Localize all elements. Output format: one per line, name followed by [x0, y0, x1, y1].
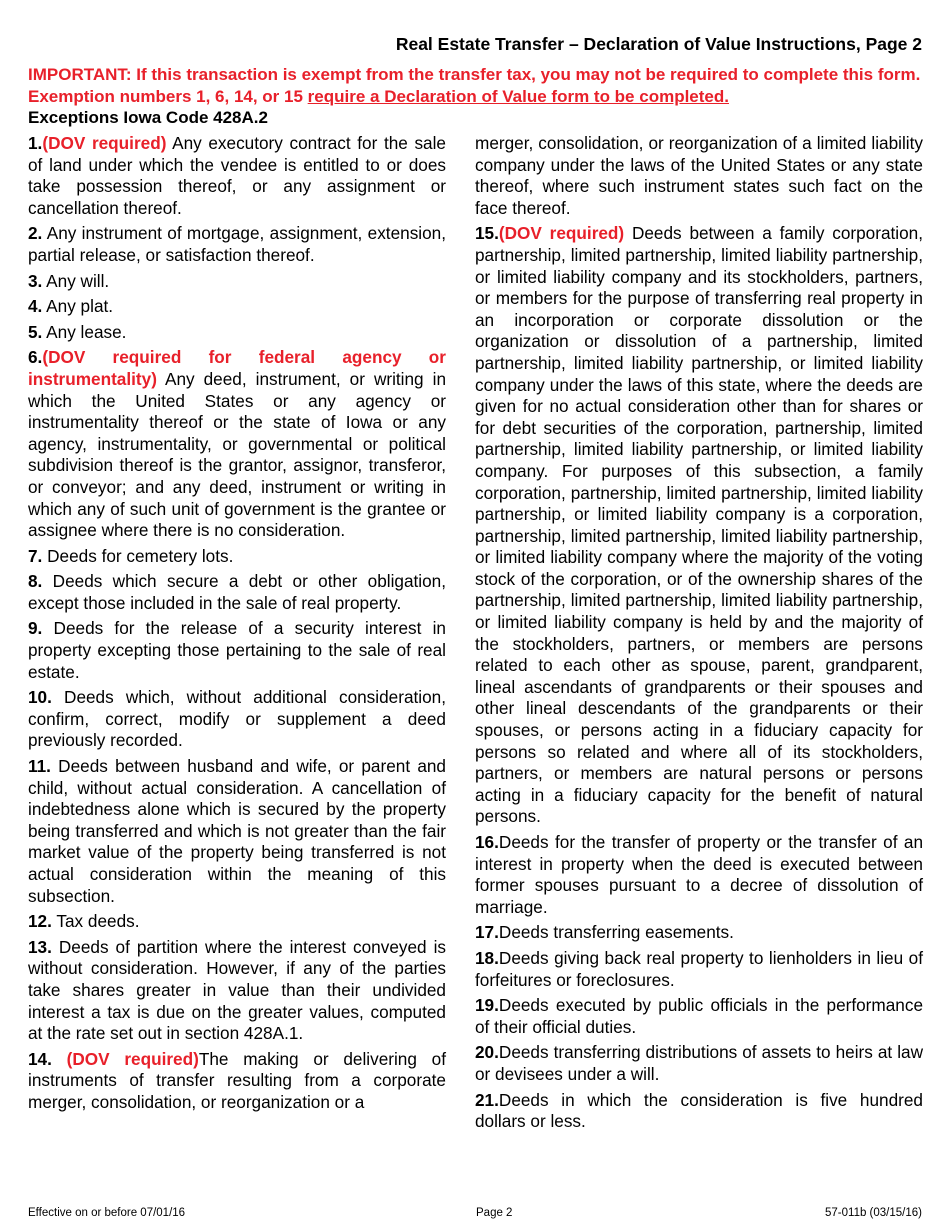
exception-text: Deeds of partition where the interest conveyed is without consideration. However, if any of the parties take shares greater in value than their undivided interest a tax is due on the greater values, computed at the rate set out in section 428A.1. [28, 936, 446, 1044]
dov-required-note: (DOV required) [51, 1048, 199, 1069]
exception-item [475, 1090, 923, 1133]
exception-text: Deeds executed by public officials in the performance of their official duties. [475, 995, 923, 1037]
exception-number: 11. [28, 756, 51, 777]
exception-number: 5. [28, 321, 43, 342]
exceptions-heading: Exceptions Iowa Code 428A.2 [28, 108, 268, 127]
form-number: 57-011b (03/15/16) [825, 1207, 922, 1219]
exception-item [475, 223, 923, 828]
exception-text: Deeds for cemetery lots. [42, 545, 234, 566]
exception-item [28, 223, 446, 266]
exception-text: Deeds between a family corporation, partnership, limited partnership, limited liability partnership, or limited liability company and its stockholders, partners, or members for the purpose of transferring real property in an incorporation or corporate dissolution or the organization or dissolution of a partnership, limited partnership, limited liability partnership, or limited liability company under the laws of this state, where the deeds are given for no actual consideration other than for shares or for debt securities of the corporation, partnership, limited partnership, limited liability partnership, or limited liability company. For purposes of this subsection, a family corporation, partnership, limited partnership, limited liability partnership, or limited liability company is a corporation, partnership, limited partnership, limited liability partnership, or limited liability company where the majority of the voting stock of the corporation, or of the ownership shares of the partnership, limited partnership, limited liability partnership, or limited liability company is held by and the majority of the stockholders, partners, or members are persons related to each other as spouse, parent, grandparent, lineal ascendants of grandparents or their spouses and other lineal descendants of the grandparents or their spouses, or persons acting in a fiduciary capacity for persons so related and where all of its stockholders, partners, or members are natural persons or persons acting in a fiduciary capacity for the benefit of natural persons. [475, 223, 924, 827]
exception-text: Deeds between husband and wife, or parent and child, without actual consideration. A cancellation of indebtedness alone which is secured by the property being transferred and which is not greater than the fair market value of the property being transferred is not actual consideration within the meaning of this subsection. [28, 756, 446, 906]
exception-text: Any lease. [42, 321, 127, 342]
exception-item [475, 995, 923, 1038]
exception-number: 18. [475, 947, 499, 968]
exception-text: Deeds in which the consideration is five hundred dollars or less. [475, 1089, 923, 1132]
dov-required-note: (DOV required for federal agency or instrumentality) [28, 347, 446, 389]
exception-text: Deeds transferring distributions of assets to heirs at law or devisees under a will. [475, 1042, 923, 1084]
exception-number: 2. [28, 223, 43, 244]
exception-item [28, 1049, 446, 1114]
exception-item [28, 347, 446, 541]
exception-number: 6. [28, 347, 43, 368]
exception-number: 12. [28, 911, 52, 932]
exception-text: Tax deeds. [51, 911, 140, 932]
exception-number: 21. [475, 1089, 499, 1110]
exception-number: 10. [28, 687, 52, 708]
exception-number: 9. [28, 618, 43, 639]
exception-text: Any plat. [42, 296, 114, 317]
exception-item [475, 832, 923, 918]
exception-number: 8. [28, 571, 43, 592]
exception-item [475, 922, 923, 944]
exception-text: Deeds for the release of a security interest in property excepting those pertaining to the sale of real estate. [28, 618, 446, 682]
exception-text: Deeds which, without additional consideration, confirm, correct, modify or supplement a deed previously recorded. [28, 687, 446, 751]
exception-text: Any executory contract for the sale of land under which the vendee is entitled to or does take possession thereof, or any assignment or cancellation thereof. [28, 133, 446, 218]
exception-item [28, 546, 446, 568]
exception-number: 7. [28, 545, 43, 566]
exception-number: 4. [28, 296, 43, 317]
exception-item [28, 271, 446, 293]
exception-number: 13. [28, 936, 52, 957]
exception-item [28, 296, 446, 318]
exception-text: Any instrument of mortgage, assignment, extension, partial release, or satisfaction thereof. [28, 223, 446, 265]
exception-text: merger, consolidation, or reorganization of a limited liability company under the laws of the United States or any state thereof, where such instrument states such fact on the face thereof. [475, 133, 923, 218]
exception-number: 16. [475, 832, 499, 852]
exception-number: 19. [475, 995, 499, 1016]
left-column [28, 133, 446, 1118]
exception-item [28, 937, 446, 1045]
exception-item [28, 322, 446, 344]
right-column [475, 133, 923, 1137]
dov-required-note: (DOV required) [42, 133, 167, 153]
exception-number: 3. [28, 270, 43, 291]
exception-text: Deeds which secure a debt or other obligation, except those included in the sale of real property. [28, 571, 446, 613]
exception-number: 17. [475, 922, 499, 943]
exception-item [28, 133, 446, 219]
exception-text: Deeds for the transfer of property or the transfer of an interest in property when the deed is executed between former spouses pursuant to a decree of dissolution of marriage. [475, 832, 923, 917]
exception-text: Any deed, instrument, or writing in which the United States or any agency or instrumentality thereof or the state of Iowa or any agency, instrumentality, or governmental or political subdivision thereof is the grantor, assignor, transferor, or conveyor; and any deed, instrument or writing in which any of such unit of government is the grantee or assignee where there is no consideration. [28, 368, 446, 541]
effective-date: Effective on or before 07/01/16 [28, 1207, 186, 1219]
exception-item [28, 687, 446, 752]
exception-number: 20. [475, 1042, 499, 1063]
page-number: Page 2 [476, 1207, 513, 1219]
exception-item [28, 756, 446, 907]
exception-item [28, 571, 446, 614]
dov-required-note: (DOV required) [498, 223, 625, 244]
important-notice [28, 64, 924, 108]
exception-number: 1. [28, 133, 43, 153]
important-text: IMPORTANT: If this transaction is exempt from the transfer tax, you may not be required to complete this form. Exemption numbers 1, 6, 14, or 15 [28, 65, 921, 106]
exception-text: Any will. [42, 270, 110, 291]
exception-text: Deeds transferring easements. [498, 922, 734, 943]
exception-item [475, 1042, 923, 1085]
exception-number: 14. [28, 1048, 52, 1069]
exception-text: The making or delivering of instruments of transfer resulting from a corporate merger, consolidation, or reorganization or a [28, 1048, 446, 1112]
exception-text: Deeds giving back real property to lienholders in lieu of forfeitures or foreclosures. [475, 947, 923, 990]
exception-item [475, 133, 923, 219]
exception-number: 15. [475, 223, 499, 244]
exception-item [475, 948, 923, 991]
important-underlined: require a Declaration of Value form to be completed. [307, 87, 729, 106]
page-title: Real Estate Transfer – Declaration of Value Instructions, Page 2 [395, 34, 922, 54]
exception-item [28, 911, 446, 933]
exception-item [28, 618, 446, 683]
